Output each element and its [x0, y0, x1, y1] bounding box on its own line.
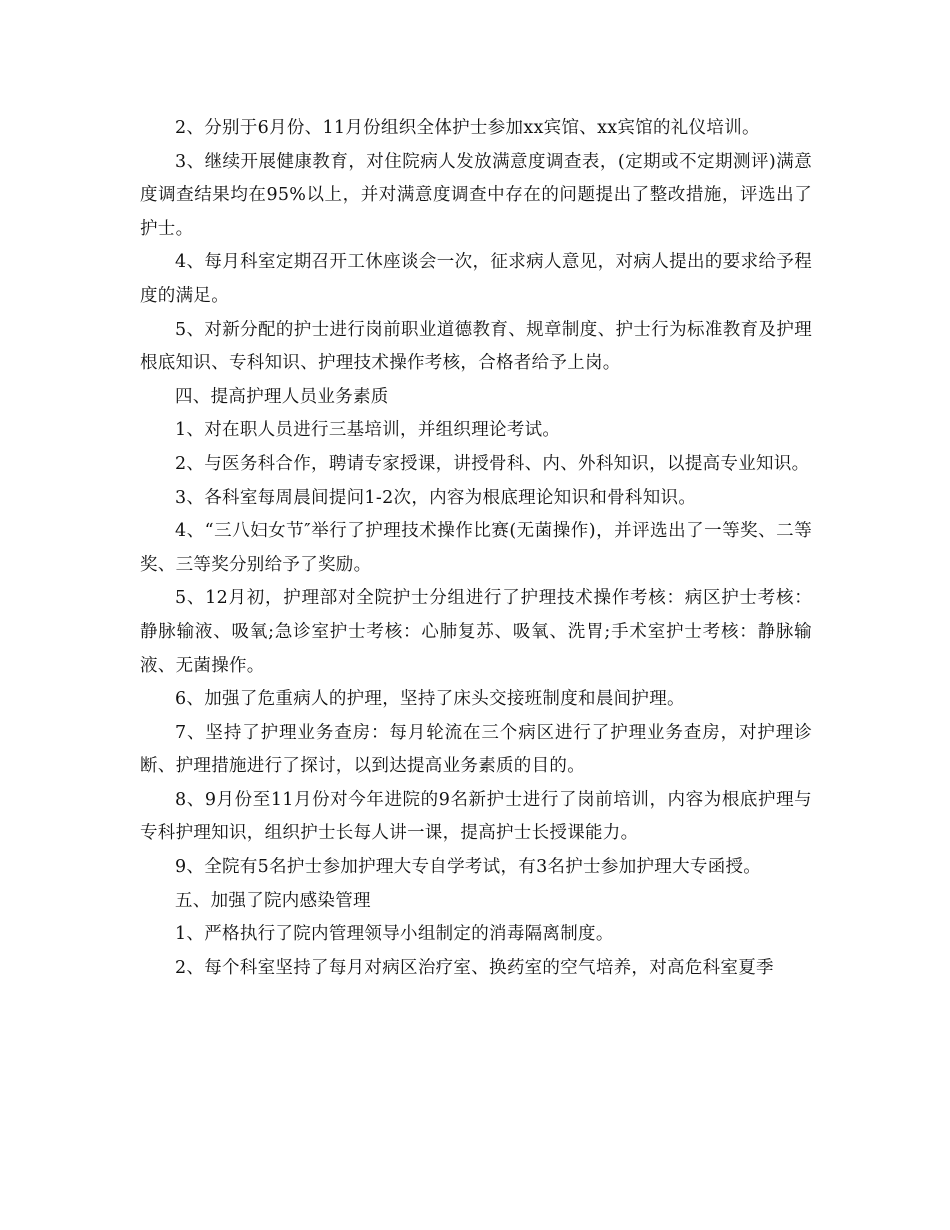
paragraph: 7、坚持了护理业务查房：每月轮流在三个病区进行了护理业务查房，对护理诊断、护理措施进行了探讨，以到达提高业务素质的目的。 [140, 722, 812, 777]
paragraph: 2、每个科室坚持了每月对病区治疗室、换药室的空气培养，对高危科室夏季 [175, 957, 774, 978]
paragraph: 4、“三八妇女节″举行了护理技术操作比赛(无菌操作)，并评选出了一等奖、二等奖、三等奖分别给予了奖励。 [140, 521, 812, 575]
paragraph: 5、对新分配的护士进行岗前职业道德教育、规章制度、护士行为标准教育及护理根底知识、专科知识、护理技术操作考核，合格者给予上岗。 [140, 319, 812, 374]
paragraph: 1、对在职人员进行三基培训，并组织理论考试。 [175, 420, 561, 441]
section-heading: 五、加强了院内感染管理 [175, 890, 371, 911]
paragraph: 2、与医务科合作，聘请专家授课，讲授骨科、内、外科知识，以提高专业知识。 [175, 453, 810, 474]
paragraph: 4、每月科室定期召开工休座谈会一次，征求病人意见，对病人提出的要求给予程度的满足。 [140, 252, 812, 306]
paragraph: 5、12月初，护理部对全院护士分组进行了护理技术操作考核：病区护士考核：静脉输液、吸氧;急诊室护士考核：心肺复苏、吸氧、洗胃;手术室护士考核：静脉输液、无菌操作。 [140, 588, 812, 676]
paragraph: 1、严格执行了院内管理领导小组制定的消毒隔离制度。 [175, 924, 614, 945]
paragraph: 9、全院有5名护士参加护理大专自学考试，有3名护士参加护理大专函授。 [175, 857, 762, 878]
paragraph: 8、9月份至11月份对今年进院的9名新护士进行了岗前培训，内容为根底护理与专科护理知识，组织护士长每人讲一课，提高护士长授课能力。 [140, 789, 812, 844]
paragraph: 2、分别于6月份、11月份组织全体护士参加xx宾馆、xx宾馆的礼仪培训。 [175, 118, 760, 138]
paragraph: 3、继续开展健康教育，对住院病人发放满意度调查表，(定期或不定期测评)满意度调查结果均在95%以上，并对满意度调查中存在的问题提出了整改措施，评选出了护士。 [140, 151, 812, 239]
section-heading: 四、提高护理人员业务素质 [175, 386, 389, 407]
paragraph: 6、加强了危重病人的护理，坚持了床头交接班制度和晨间护理。 [175, 689, 685, 710]
paragraph: 3、各科室每周晨间提问1-2次，内容为根底理论知识和骨科知识。 [175, 487, 697, 508]
document-body [140, 112, 812, 985]
